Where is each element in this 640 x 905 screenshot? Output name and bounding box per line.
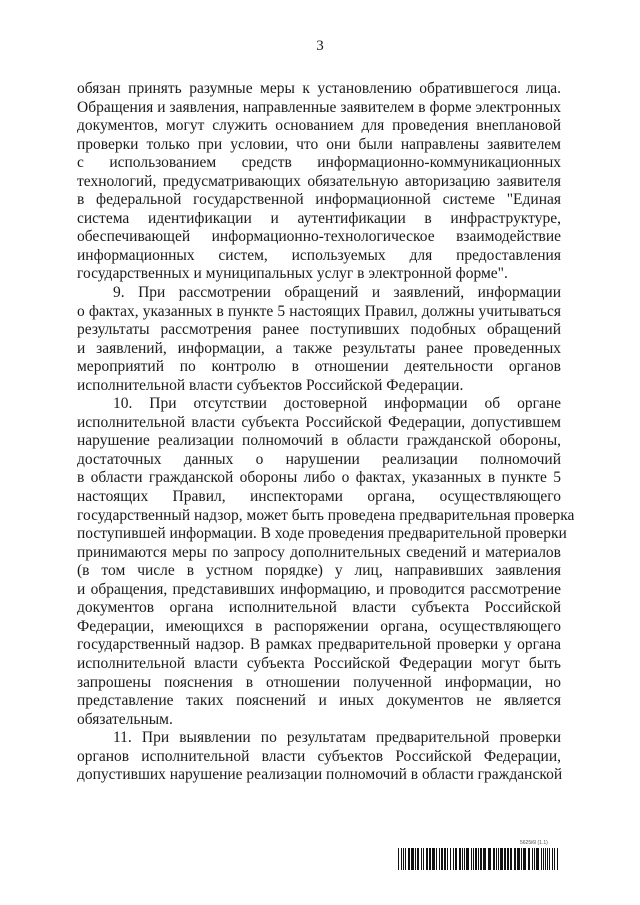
- text-line: документов, могут служить основанием для проведения внеплановой: [77, 117, 561, 135]
- text-line: нарушение реализации полномочий в области гражданской обороны,: [77, 432, 561, 450]
- barcode-icon: [398, 848, 560, 870]
- text-line: настоящих Правил, инспекторами органа, осуществляющего: [77, 488, 561, 506]
- text-line: государственный надзор, может быть проведена предварительная проверка: [77, 506, 575, 524]
- text-line: поступившей информации. В ходе проведения предварительной проверки: [77, 525, 567, 543]
- text-line: исполнительной власти субъекта Российской Федерации, допустившем: [77, 413, 561, 431]
- text-line: мероприятий по контролю в отношении деятельности органов: [77, 358, 561, 376]
- page-number: 3: [316, 38, 324, 54]
- text-line: органов исполнительной власти субъектов Российской Федерации,: [77, 747, 561, 765]
- text-line: система идентификации и аутентификации в инфраструктуре,: [77, 209, 561, 227]
- text-line: Обращения и заявления, направленные заявителем в форме электронных: [77, 98, 561, 116]
- text-line: государственный надзор. В рамках предварительной проверки у органа: [77, 636, 561, 654]
- text-line: 11. При выявлении по результатам предварительной проверки: [113, 729, 561, 747]
- text-line: достаточных данных о нарушении реализации полномочий: [77, 450, 561, 468]
- text-line: принимаются меры по запросу дополнительных сведений и материалов: [77, 543, 561, 561]
- text-line: запрошены пояснения в отношении полученной информации, но: [77, 673, 561, 691]
- text-line: и заявлений, информации, а также результаты ранее проведенных: [77, 339, 561, 357]
- text-line: представление таких пояснений и иных документов не является: [77, 692, 561, 710]
- text-line: 9. При рассмотрении обращений и заявлений, информации: [113, 284, 561, 302]
- text-line: и обращения, представивших информацию, и проводится рассмотрение: [77, 580, 561, 598]
- text-line: результаты рассмотрения ранее поступивших подобных обращений: [77, 321, 561, 339]
- text-line: 10. При отсутствии достоверной информации об органе: [113, 395, 561, 413]
- text-line: допустивших нарушение реализации полномочий в области гражданской: [77, 766, 563, 784]
- text-line: о фактах, указанных в пункте 5 настоящих Правил, должны учитываться: [77, 302, 561, 320]
- text-line: обязан принять разумные меры к установлению обратившегося лица.: [77, 80, 561, 97]
- document-body: [77, 80, 575, 785]
- text-line: обязательным.: [77, 710, 173, 728]
- document-code: 5625i6l (1.1): [520, 840, 548, 846]
- text-line: проверки только при условии, что они были направлены заявителем: [77, 135, 561, 153]
- text-line: Федерации, имеющихся в распоряжении органа, осуществляющего: [77, 617, 561, 635]
- text-line: документов органа исполнительной власти субъекта Российской: [77, 599, 561, 617]
- text-line: государственных и муниципальных услуг в электронной форме".: [77, 265, 508, 283]
- text-line: обеспечивающей информационно-технологическое взаимодействие: [77, 228, 561, 246]
- text-line: исполнительной власти субъектов Российской Федерации.: [77, 376, 464, 394]
- text-line: информационных систем, используемых для предоставления: [77, 246, 561, 264]
- text-line: с использованием средств информационно-коммуникационных: [77, 154, 561, 172]
- text-line: в федеральной государственной информационной системе "Единая: [77, 191, 561, 209]
- text-line: в области гражданской обороны либо о фактах, указанных в пункте 5: [77, 469, 561, 487]
- text-line: технологий, предусматривающих обязательную авторизацию заявителя: [77, 172, 561, 190]
- text-line: (в том числе в устном порядке) у лиц, направивших заявления: [77, 562, 561, 580]
- text-line: исполнительной власти субъекта Российской Федерации могут быть: [77, 654, 561, 672]
